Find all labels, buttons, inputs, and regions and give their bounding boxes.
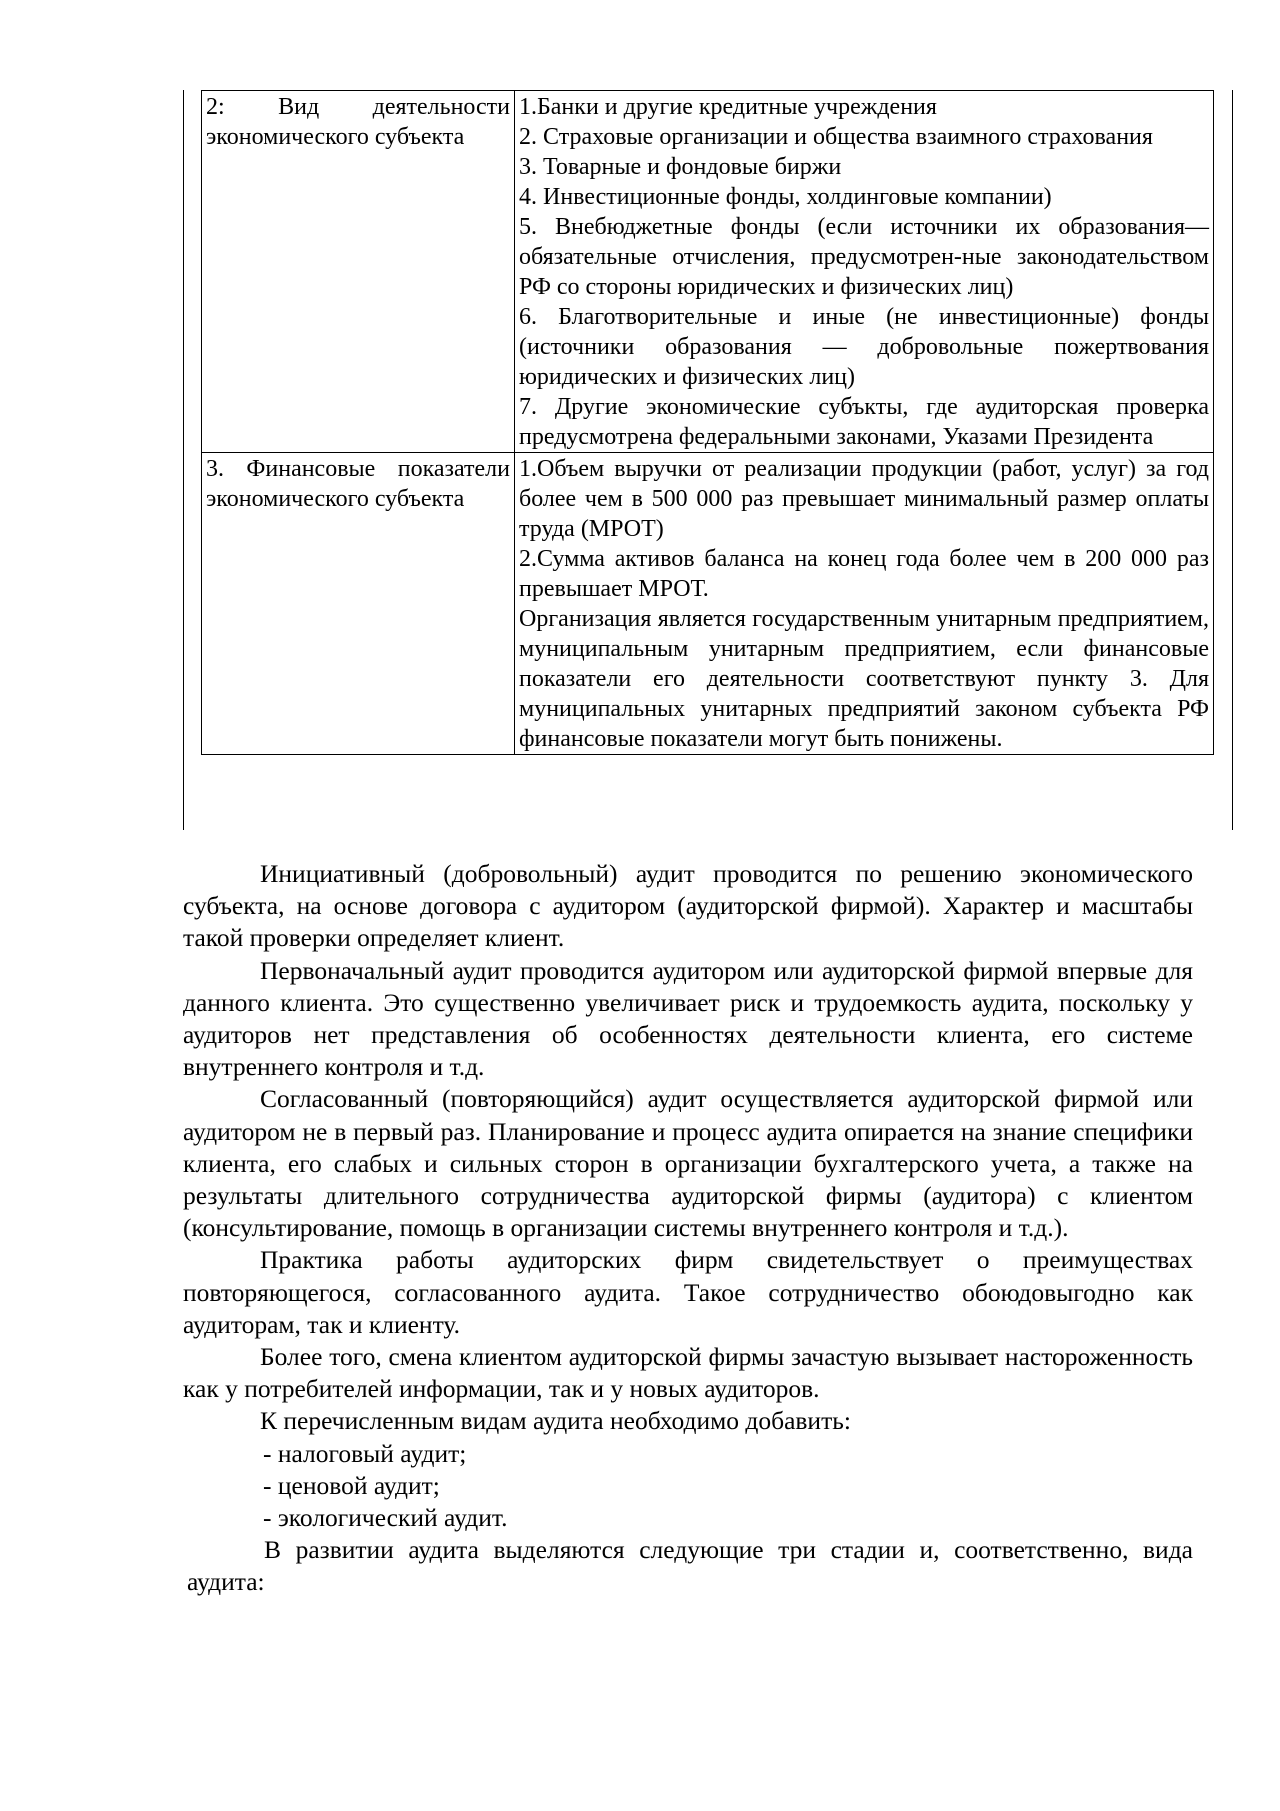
paragraph: Инициативный (добровольный) аудит проводится по решению экономического субъекта, на основе договора с аудитором (аудиторской фирмой). Характер и масштабы такой проверки определяет клиент. [183,859,1193,953]
table-cell-items [515,91,1214,453]
list-item: 2.Сумма активов баланса на конец года более чем в 200 000 раз превышает МРОТ. [519,546,1209,602]
list-item: 7. Другие экономические субъкты, где аудиторская проверка предусмотрена федеральными законами, Указами Президента [519,394,1209,450]
list-item: 6. Благотворительные и иные (не инвестиционные) фонды (источники образования — добровольные пожертвования юридических и физических лиц) [519,304,1209,390]
table-outer-border-left [183,90,184,830]
list-item: 4. Инвестиционные фонды, холдинговые компании) [519,184,1052,210]
list-item: - экологический аудит. [263,1503,508,1533]
criterion-label [206,92,510,152]
list-item: 1.Банки и другие кредитные учреждения [519,94,937,120]
paragraph: Более того, смена клиентом аудиторской фирмы зачастую вызывает настороженность как у потребителей информации, так и у новых аудиторов. [183,1342,1193,1404]
table-cell-items [515,453,1214,755]
criterion-label-line: 2: Вид деятельности [206,94,510,120]
list-item: 2. Страховые организации и общества взаимного страхования [519,124,1153,150]
list-item: - налоговый аудит; [263,1438,467,1468]
table-row [202,91,1214,453]
list-item: - ценовой аудит; [263,1470,440,1500]
paragraph: Согласованный (повторяющийся) аудит осуществляется аудиторской фирмой или аудитором не в первый раз. Планирование и процесс аудита опирается на знание специфики клиента, его слабых и сильных сторон в организации бухгалтерского учета, а также на результаты длительного сотрудничества аудиторской фирмы (аудитора) с клиентом (консультирование, помощь в организации системы внутреннего контроля и т.д.). [183,1084,1193,1243]
list-item: 1.Объем выручки от реализации продукции (работ, услуг) за год более чем в 500 000 раз превышает минимальный размер оплаты труда (МРОТ) [519,456,1209,542]
list-item: 5. Внебюджетные фонды (если источники их образования— обязательные отчисления, предусмотрен-ные законодательством РФ со стороны юридических и физических лиц) [519,214,1209,300]
paragraph: К перечисленным видам аудита необходимо добавить: [260,1406,851,1436]
paragraph: В развитии аудита выделяются следующие три стадии и, соответственно, вида аудита: [187,1535,1193,1597]
table-row [202,453,1214,755]
table-cell-criterion [202,453,515,755]
paragraph: Практика работы аудиторских фирм свидетельствует о преимуществах повторяющегося, согласованного аудита. Такое сотрудничество обоюдовыгодно как аудиторам, так и клиенту. [183,1245,1193,1339]
table-cell-criterion [202,91,515,453]
list-item: 3. Товарные и фондовые биржи [519,154,842,180]
criterion-label: 3. Финансовые показатели экономического субъекта [206,456,510,512]
table-outer-border-right [1232,90,1233,830]
paragraph: Первоначальный аудит проводится аудитором или аудиторской фирмой впервые для данного клиента. Это существенно увеличивает риск и трудоемкость аудита, поскольку у аудиторов нет представления об особенностях деятельности клиента, его системе внутреннего контроля и т.д. [183,955,1193,1082]
list-item: Организация является государственным унитарным предприятием, муниципальным унитарным предприятием, если финансовые показатели его деятельности соответствуют пункту 3. Для муниципальных унитарных предприятий законом субъекта РФ финансовые показатели могут быть понижены. [519,606,1209,752]
audit-criteria-table [201,90,1214,755]
body-text [183,858,1193,1599]
criterion-label-line: экономического субъекта [206,124,465,150]
